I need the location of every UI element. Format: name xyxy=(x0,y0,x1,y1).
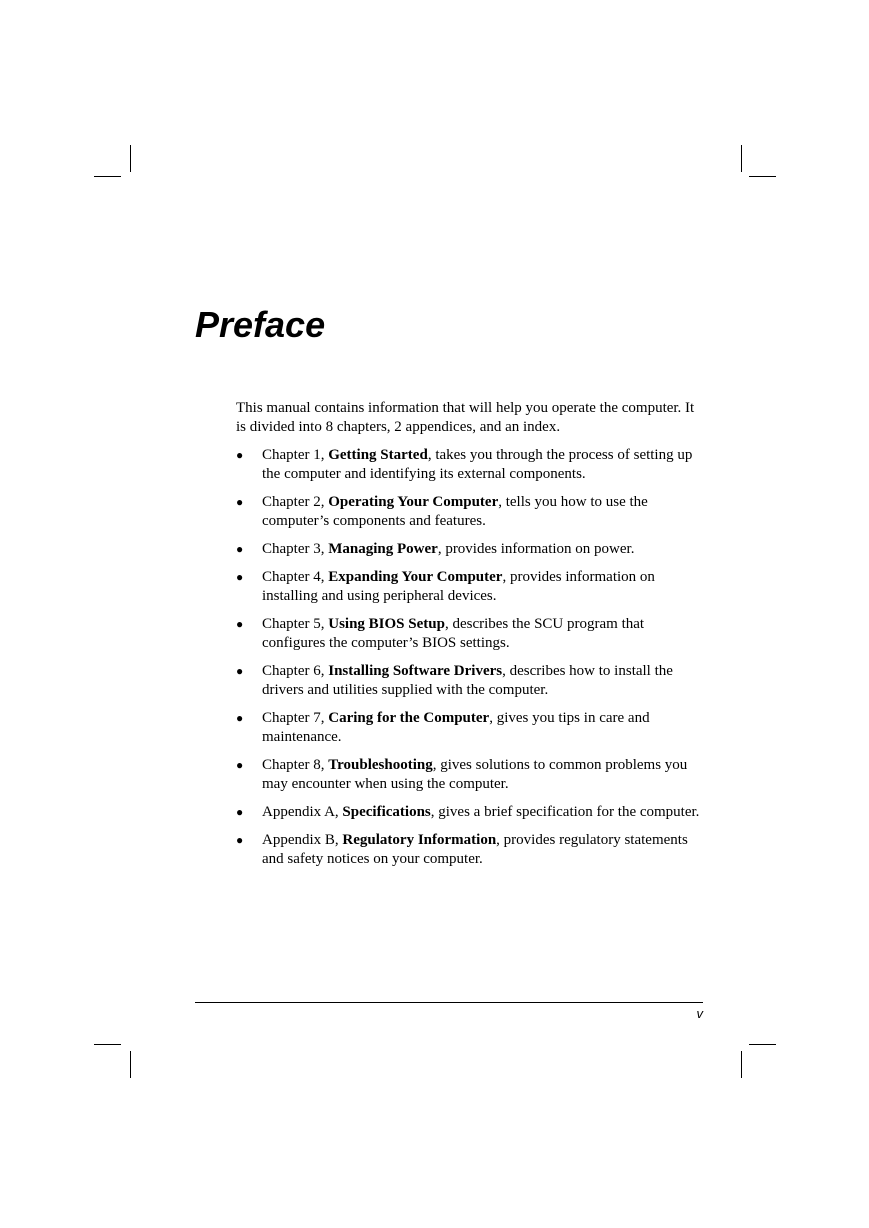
item-section-title: Troubleshooting xyxy=(328,757,433,773)
item-description: , provides regulatory statements and safety notices on your computer. xyxy=(262,832,688,867)
page-number: v xyxy=(696,1006,703,1021)
item-description: , gives you tips in care and maintenance. xyxy=(262,710,650,745)
item-section-title: Using BIOS Setup xyxy=(328,616,445,632)
item-section-title: Expanding Your Computer xyxy=(328,569,503,585)
item-prefix: Chapter 6, xyxy=(262,663,329,679)
crop-mark-bottom-right-vertical xyxy=(741,1051,742,1078)
list-item xyxy=(236,756,706,794)
crop-mark-top-right-horizontal xyxy=(749,176,776,177)
list-item xyxy=(236,831,706,869)
list-item xyxy=(236,446,706,484)
crop-mark-top-right-vertical xyxy=(741,145,742,172)
list-item xyxy=(236,493,706,531)
list-item xyxy=(236,540,706,559)
item-prefix: Appendix B, xyxy=(262,832,343,848)
item-description: , describes how to install the drivers and utilities supplied with the computer. xyxy=(262,663,673,698)
item-description: , provides information on installing and using peripheral devices. xyxy=(262,569,655,604)
item-prefix: Chapter 2, xyxy=(262,494,329,510)
item-prefix: Chapter 7, xyxy=(262,710,329,726)
item-section-title: Caring for the Computer xyxy=(328,710,490,726)
bullet-icon: ● xyxy=(236,758,244,772)
bullet-icon: ● xyxy=(236,570,244,584)
crop-mark-top-left-horizontal xyxy=(94,176,121,177)
list-item xyxy=(236,568,706,606)
list-item xyxy=(236,615,706,653)
item-section-title: Managing Power xyxy=(328,541,438,557)
crop-mark-bottom-right-horizontal xyxy=(749,1044,776,1045)
bullet-icon: ● xyxy=(236,664,244,678)
item-section-title: Installing Software Drivers xyxy=(328,663,503,679)
item-prefix: Appendix A, xyxy=(262,804,343,820)
item-description: , gives a brief specification for the computer. xyxy=(430,804,700,820)
bullet-icon: ● xyxy=(236,711,244,725)
bullet-icon: ● xyxy=(236,542,244,556)
item-section-title: Regulatory Information xyxy=(342,832,497,848)
item-prefix: Chapter 5, xyxy=(262,616,329,632)
crop-mark-top-left-vertical xyxy=(130,145,131,172)
item-section-title: Operating Your Computer xyxy=(328,494,499,510)
bullet-icon: ● xyxy=(236,617,244,631)
list-item xyxy=(236,662,706,700)
item-description: , describes the SCU program that configures the computer’s BIOS settings. xyxy=(262,616,645,651)
page-title: Preface xyxy=(195,304,326,345)
item-description: , tells you how to use the computer’s components and features. xyxy=(262,494,648,529)
bullet-icon: ● xyxy=(236,805,244,819)
item-prefix: Chapter 1, xyxy=(262,447,329,463)
list-item xyxy=(236,803,706,822)
bullet-icon: ● xyxy=(236,495,244,509)
bullet-icon: ● xyxy=(236,833,244,847)
crop-mark-bottom-left-horizontal xyxy=(94,1044,121,1045)
item-section-title: Getting Started xyxy=(328,447,428,463)
item-description: , provides information on power. xyxy=(437,541,635,557)
item-description: , gives solutions to common problems you may encounter when using the computer. xyxy=(262,757,688,792)
item-prefix: Chapter 8, xyxy=(262,757,329,773)
intro-paragraph: This manual contains information that will help you operate the computer. It is divided into 8 chapters, 2 appendices, and an index. xyxy=(236,400,695,435)
item-description: , takes you through the process of setting up the computer and identifying its external components. xyxy=(262,447,693,482)
item-section-title: Specifications xyxy=(342,804,431,820)
item-prefix: Chapter 3, xyxy=(262,541,329,557)
chapter-list xyxy=(236,446,706,869)
item-prefix: Chapter 4, xyxy=(262,569,329,585)
footer-rule xyxy=(195,1002,703,1003)
list-item xyxy=(236,709,706,747)
bullet-icon: ● xyxy=(236,448,244,462)
preface-body xyxy=(236,399,706,878)
crop-mark-bottom-left-vertical xyxy=(130,1051,131,1078)
